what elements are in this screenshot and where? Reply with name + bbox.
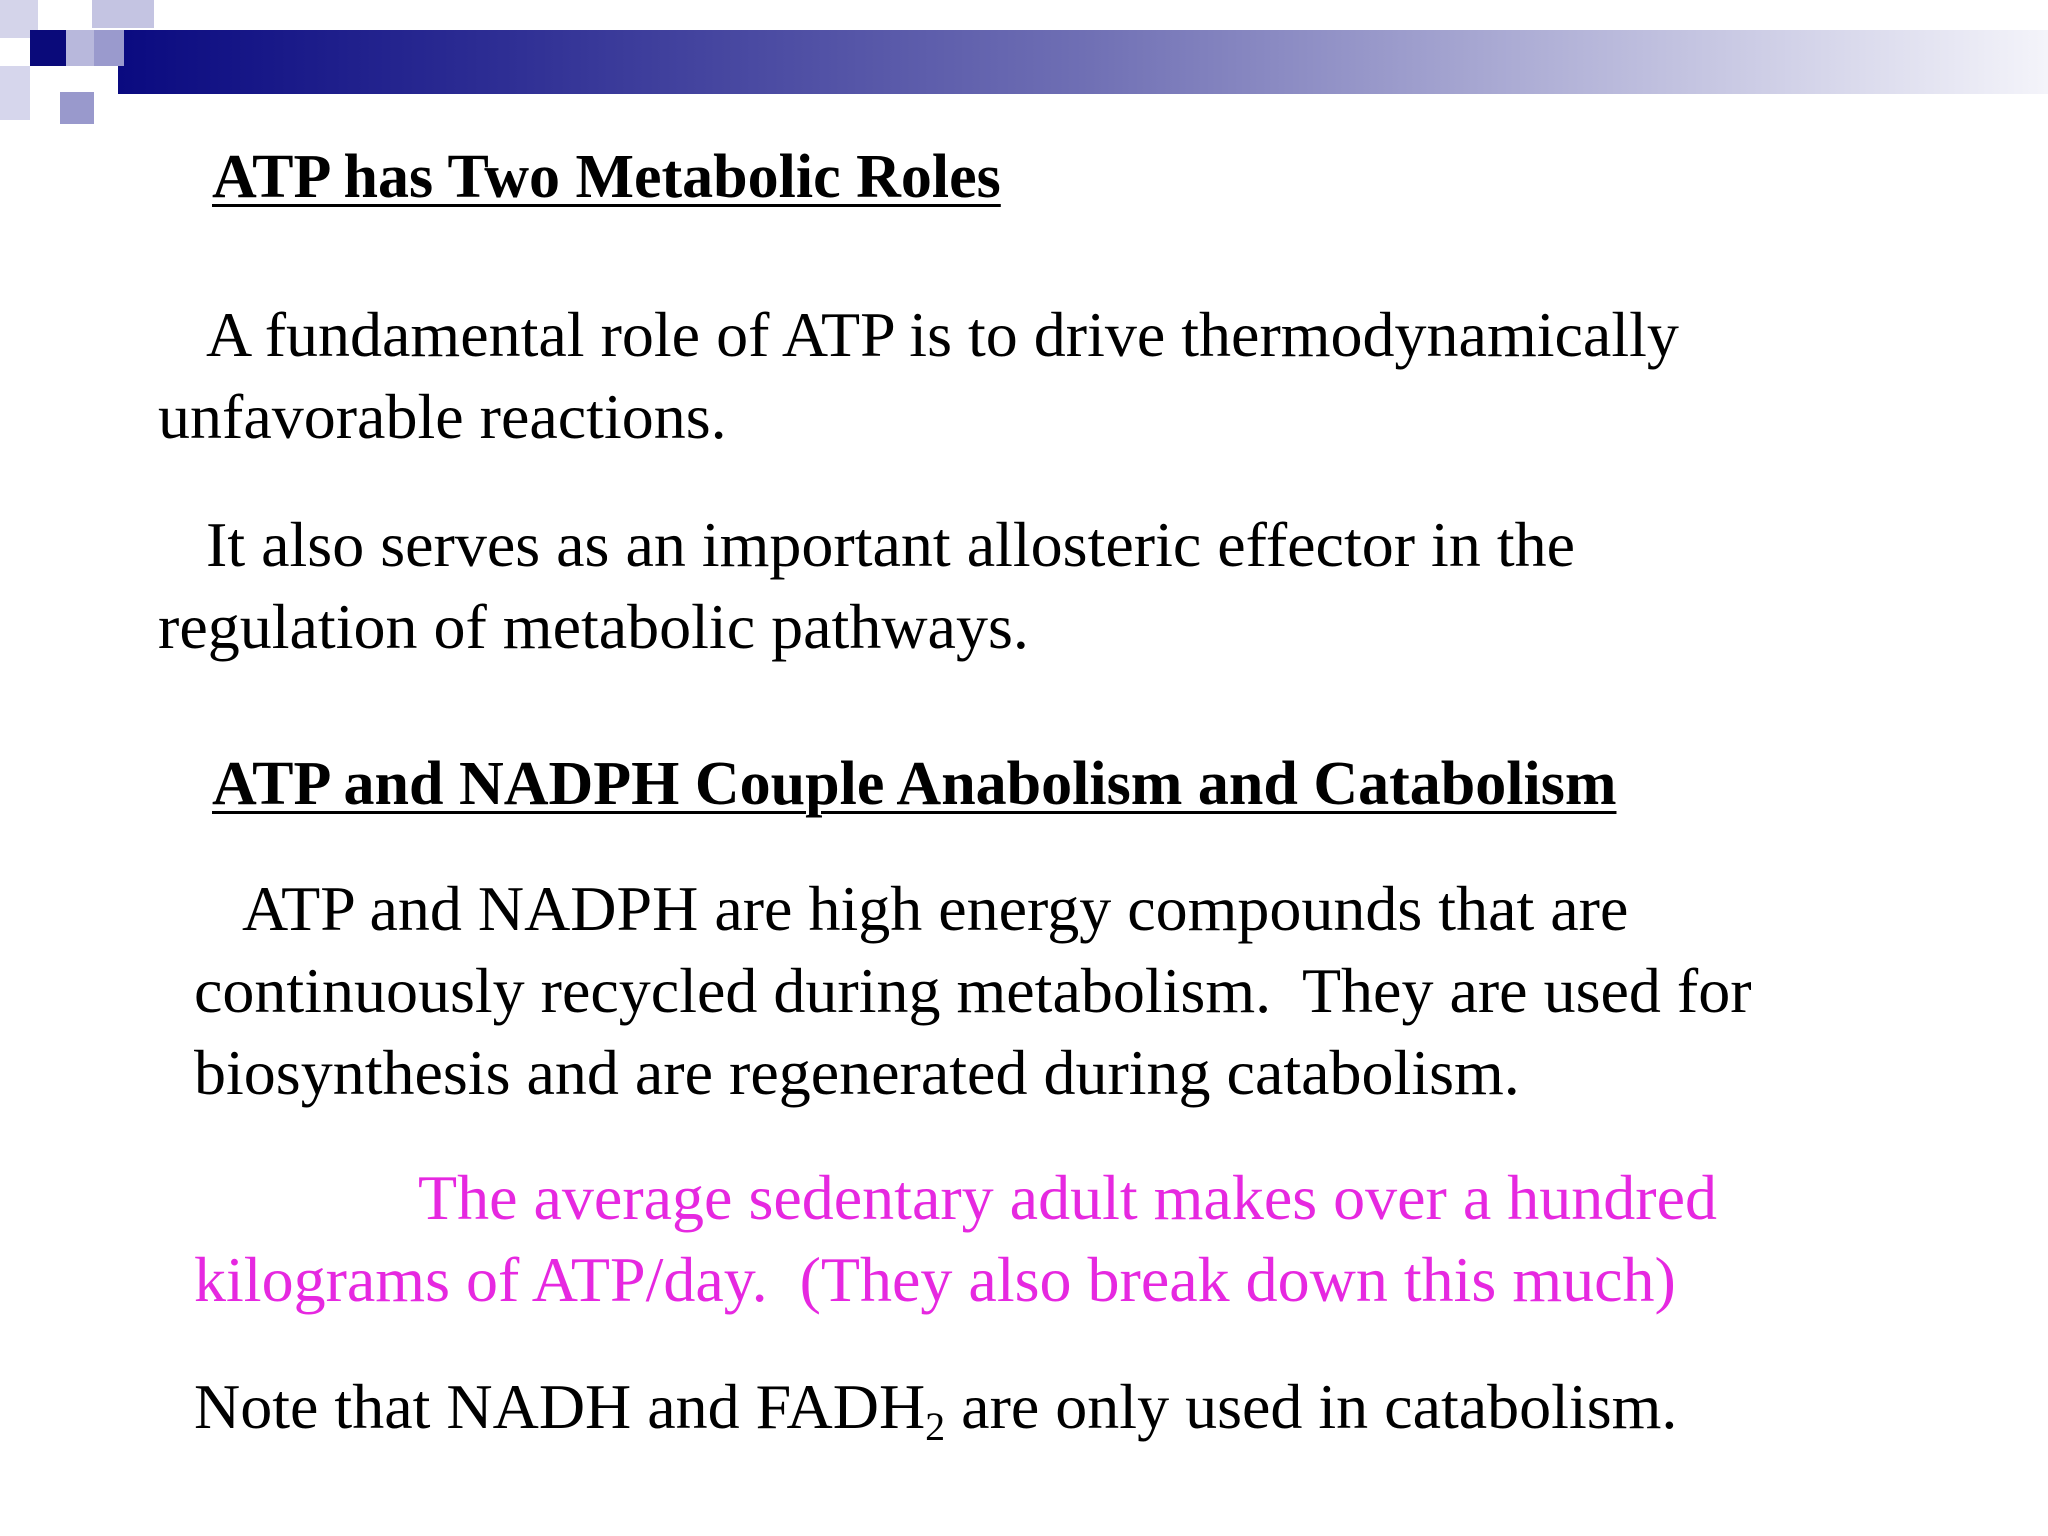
note-prefix: Note that NADH and FADH [194,1371,926,1442]
paragraph-high-energy-compounds: ATP and NADPH are high energy compounds that are continuously recycled during metabolism. They are used for biosynthesis and are regenerated during catabolism. [194,873,1752,1108]
paragraph-nadh-fadh2-note [194,1366,1994,1448]
heading-atp-roles: ATP has Two Metabolic Roles [212,143,1001,211]
paragraph-allosteric-effector: It also serves as an important allosteric effector in the regulation of metabolic pathways. [158,509,1575,662]
paragraph-atp-per-day-highlight: The average sedentary adult makes over a hundred kilograms of ATP/day. (They also break down this much) [194,1162,1717,1315]
paragraph-thermodynamic-role: A fundamental role of ATP is to drive thermodynamically unfavorable reactions. [158,299,1679,452]
note-subscript: 2 [925,1404,946,1449]
note-suffix: are only used in catabolism. [945,1371,1678,1442]
heading-atp-nadph-couple: ATP and NADPH Couple Anabolism and Catabolism [212,750,1617,818]
